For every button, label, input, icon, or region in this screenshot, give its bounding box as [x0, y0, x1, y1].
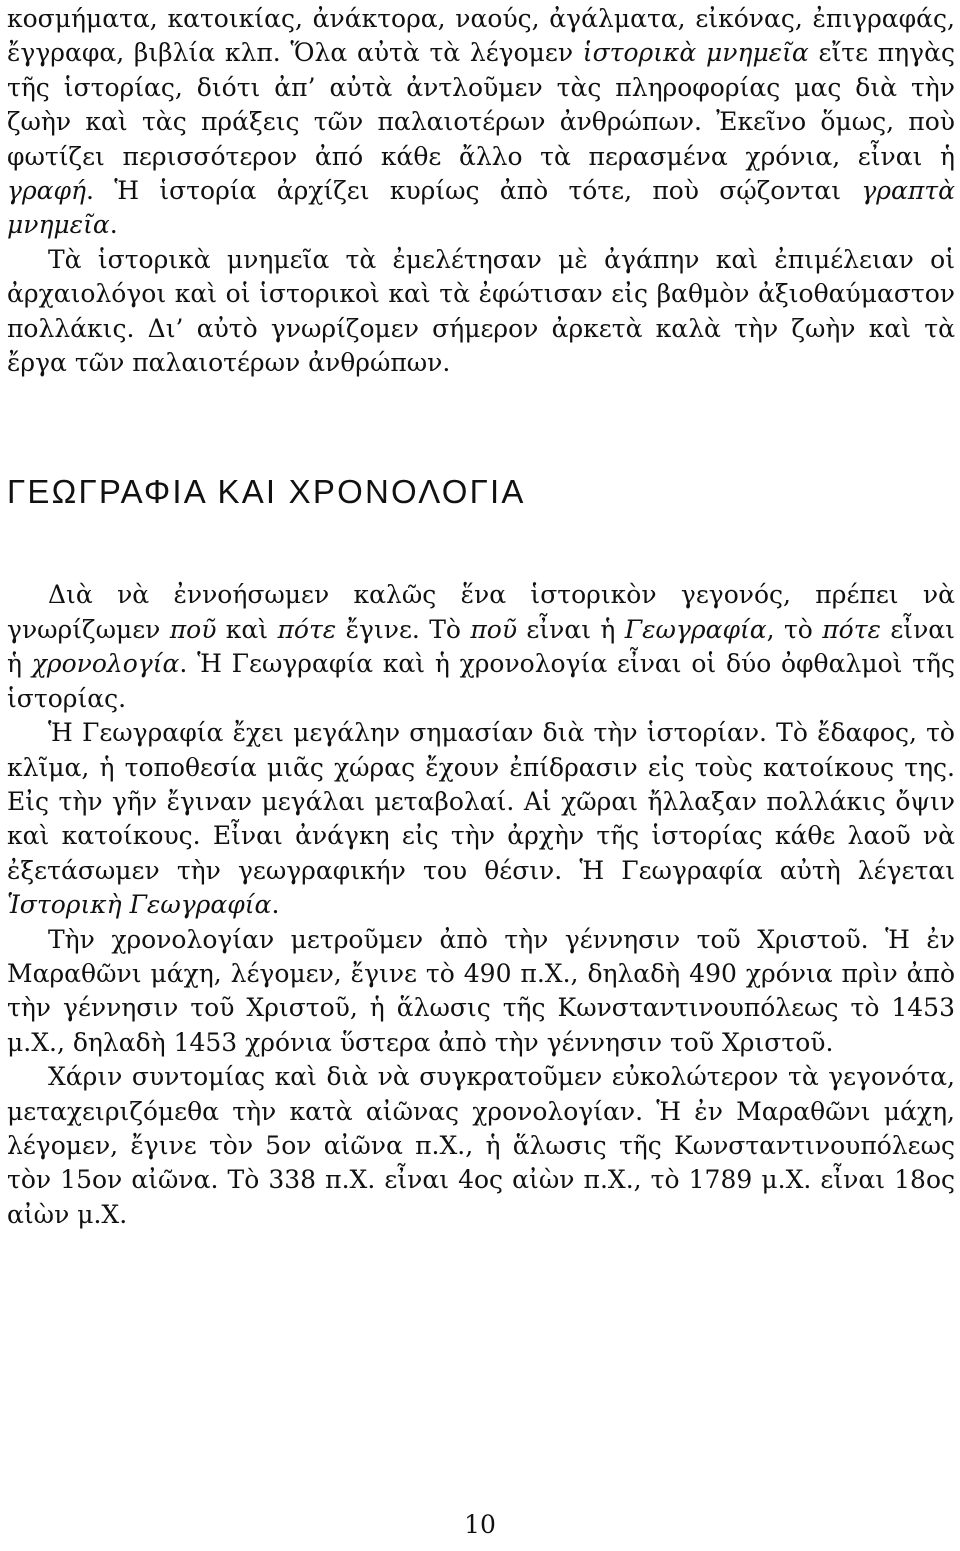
- text-run: εἶναι ἡ: [7, 614, 955, 679]
- emphasis-text: πότε: [277, 614, 337, 644]
- text-run: Ἡ Γεωγραφία ἔχει μεγάλην σημασίαν διὰ τὴν ἱστορίαν. Τὸ ἔδαφος, τὸ κλῖμα, ἡ τοποθεσία μιᾶς χώρας ἔχουν ἐπίδρασιν εἰς τοὺς κατοίκους της. Εἰς τὴν γῆν ἔγιναν μεγάλαι μεταβολαί. Αἱ χῶραι ἤλλαξαν πολλάκις ὄψιν καὶ κατοίκους. Εἶναι ἀνάγκη εἰς τὴν ἀρχὴν τῆς ἱστορίας κάθε λαοῦ νὰ ἐξετάσωμεν τὴν γεωγραφικήν του θέσιν. Ἡ Γεωγραφία αὐτὴ λέγεται: [7, 718, 955, 885]
- emphasis-text: γραφή: [7, 176, 87, 206]
- text-run: ἔγινε. Τὸ: [336, 614, 471, 644]
- emphasis-text: γραπτὰ μνημεῖα: [7, 176, 955, 240]
- text-run: . Ἡ Γεωγραφία καὶ ἡ χρονολογία εἶναι οἱ δύο ὀφθαλμοὶ τῆς ἱστορίας.: [7, 649, 955, 713]
- text-run: .: [271, 890, 280, 920]
- text-run: εἴτε πηγὰς τῆς ἱστορίας, διότι ἀπ’ αὐτὰ ἀντλοῦμεν τὰς πληροφορίας μας διὰ τὴν ζωὴν καὶ τὰς πράξεις τῶν παλαιοτέρων ἀνθρώπων. Ἐκεῖνο ὅμως, ποὺ φωτίζει περισσότερον ἀπό κάθε ἄλλο τὰ περασμένα χρόνια, εἶναι ἡ: [7, 38, 955, 171]
- section-paragraph-3: Τὴν χρονολογίαν μετροῦμεν ἀπὸ τὴν γέννησιν τοῦ Χριστοῦ. Ἡ ἐν Μαραθῶνι μάχη, λέγομεν, ἔγινε τὸ 490 π.Χ., δηλαδὴ 490 χρόνια πρὶν ἀπὸ τὴν γέννησιν τοῦ Χριστοῦ, ἡ ἅλωσις τῆς Κωνσταντινουπόλεως τὸ 1453 μ.Χ., δηλαδὴ 1453 χρόνια ὕστερα ἀπὸ τὴν γέννησιν τοῦ Χριστοῦ.: [7, 924, 955, 1057]
- text-run: κοσμήματα, κατοικίας, ἀνάκτορα, ναούς, ἀγάλματα, εἰκόνας, ἐπιγραφάς, ἔγγραφα, βιβλία κλπ. Ὅλα αὐτὰ τὰ λέγομεν: [7, 4, 955, 68]
- intro-paragraph-2: Τὰ ἱστορικὰ μνημεῖα τὰ ἐμελέτησαν μὲ ἀγάπην καὶ ἐπιμέλειαν οἱ ἀρχαιολόγοι καὶ οἱ ἱστορικοὶ καὶ τὰ ἐφώτισαν εἰς βαθμὸν ἀξιοθαύμαστον πολλάκις. Δι’ αὐτὸ γνωρίζομεν σήμερον ἀρκετὰ καλὰ τὴν ζωὴν καὶ τὰ ἔργα τῶν παλαιοτέρων ἀνθρώπων.: [7, 244, 955, 378]
- page-number: 10: [464, 1510, 496, 1539]
- text-run: εἶναι ἡ: [517, 614, 625, 644]
- section-heading: ΓΕΩΓΡΑΦΙΑ ΚΑΙ ΧΡΟΝΟΛΟΓΙΑ: [7, 473, 526, 511]
- emphasis-text: Ἱστορικὴ Γεωγραφία: [7, 890, 272, 920]
- emphasis-text: πότε: [822, 614, 881, 644]
- emphasis-text: χρονολογία: [31, 649, 180, 679]
- book-page: [7, 0, 955, 1232]
- intro-paragraph-1: [7, 2, 955, 243]
- section-paragraph-2: [7, 716, 955, 922]
- emphasis-text: Γεωγραφία: [624, 614, 767, 644]
- emphasis-text: ποῦ: [169, 614, 217, 644]
- text-run: .: [109, 210, 118, 240]
- text-run: Διὰ νὰ ἐννοήσωμεν καλῶς ἕνα ἱστορικὸν γεγονός, πρέπει νὰ γνωρίζωμεν: [7, 580, 955, 644]
- text-run: . Ἡ ἱστορία ἀρχίζει κυρίως ἀπὸ τότε, ποὺ σῴζονται: [86, 176, 862, 206]
- emphasis-text: ποῦ: [470, 614, 518, 644]
- text-run: καὶ: [216, 614, 278, 644]
- emphasis-text: ἱστορικὰ μνημεῖα: [582, 38, 809, 68]
- section-paragraph-4: Χάριν συντομίας καὶ διὰ νὰ συγκρατοῦμεν εὐκολώτερον τὰ γεγονότα, μεταχειριζόμεθα τὴν κατὰ αἰῶνας χρονολογίαν. Ἡ ἐν Μαραθῶνι μάχη, λέγομεν, ἔγινε τὸν 5ον αἰῶνα π.Χ., ἡ ἅλωσις τῆς Κωνσταντινουπόλεως τὸν 15ον αἰῶνα. Τὸ 338 π.Χ. εἶναι 4ος αἰὼν π.Χ., τὸ 1789 μ.Χ. εἶναι 18ος αἰὼν μ.Χ.: [7, 1062, 955, 1229]
- text-run: , τὸ: [766, 614, 823, 644]
- section-paragraph-1: [7, 578, 955, 716]
